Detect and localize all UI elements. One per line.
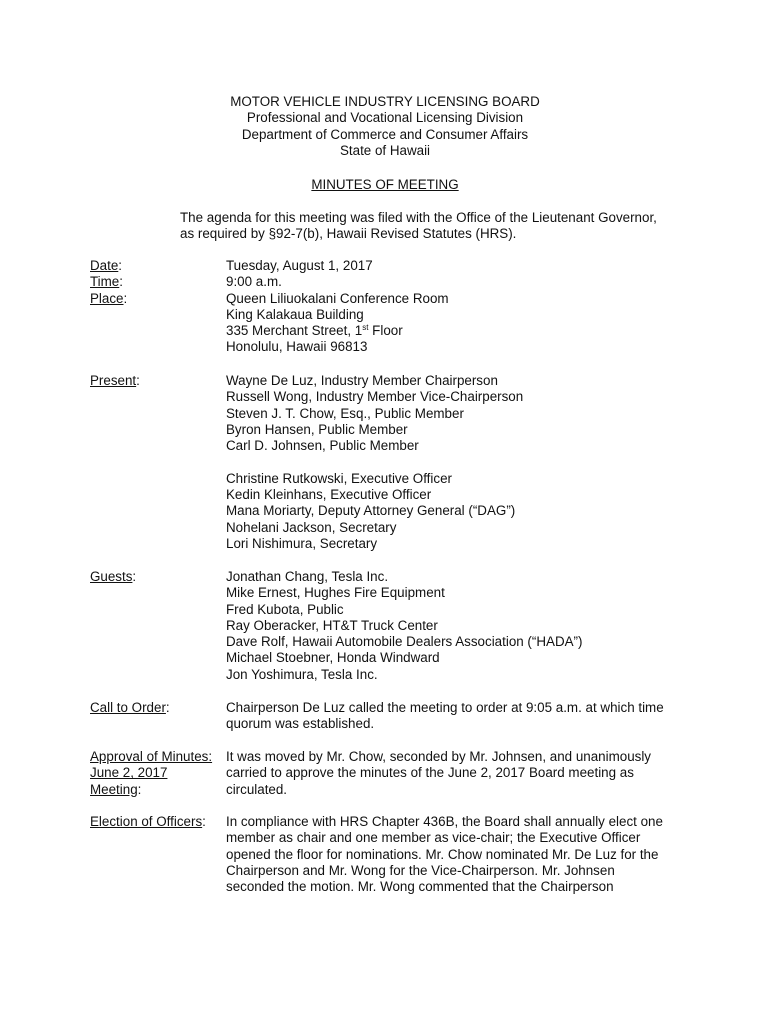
guests-label: Guests: <box>90 569 137 584</box>
list-item: Mana Moriarty, Deputy Attorney General (“DAG”) <box>226 503 516 519</box>
present-label: Present: <box>90 373 140 388</box>
place-city: Honolulu, Hawaii 96813 <box>226 339 368 355</box>
date-value: Tuesday, August 1, 2017 <box>226 258 373 273</box>
call-to-order-text: Chairperson De Luz called the meeting to order at 9:05 a.m. at which time quorum was established. <box>226 700 664 732</box>
board-name: MOTOR VEHICLE INDUSTRY LICENSING BOARD <box>230 94 540 109</box>
meeting-details-labels <box>90 258 230 307</box>
list-item: Michael Stoebner, Honda Windward <box>226 650 440 666</box>
list-item: Jon Yoshimura, Tesla Inc. <box>226 666 378 682</box>
present-list <box>226 373 696 552</box>
list-item: Nohelani Jackson, Secretary <box>226 519 397 535</box>
division-name: Professional and Vocational Licensing Division <box>246 110 524 126</box>
agenda-notice <box>180 210 700 243</box>
list-item: Lori Nishimura, Secretary <box>226 535 378 551</box>
list-item: Steven J. T. Chow, Esq., Public Member <box>226 405 464 421</box>
list-item: Fred Kubota, Public <box>226 601 344 617</box>
place-room: Queen Liliuokalani Conference Room <box>226 290 449 306</box>
agenda-notice-line: The agenda for this meeting was filed with the Office of the Lieutenant Governor, <box>180 210 657 225</box>
guests-list <box>226 569 696 683</box>
state-name: State of Hawaii <box>339 142 431 158</box>
election-label: Election of Officers: <box>90 814 206 829</box>
minutes-title: MINUTES OF MEETING <box>311 177 459 192</box>
list-item: Christine Rutkowski, Executive Officer <box>226 470 452 486</box>
list-item: Kedin Kleinhans, Executive Officer <box>226 487 432 503</box>
date-label: Date: <box>90 258 123 273</box>
time-label: Time: <box>90 274 123 290</box>
approval-text: It was moved by Mr. Chow, seconded by Mr. Johnsen, and unanimously carried to approve the minutes of the June 2, 2017 Board meeting as circulated. <box>226 749 652 797</box>
document-header <box>0 94 770 159</box>
list-item: Dave Rolf, Hawaii Automobile Dealers Association (“HADA”) <box>226 634 583 650</box>
election-text: In compliance with HRS Chapter 436B, the Board shall annually elect one member as chair and one member as vice-chair; the Executive Officer opened the floor for nominations. Mr. Chow nominated Mr. De Luz for the Chairperson and Mr. Wong for the Vice-Chairperson. Mr. Johnsen seconded the motion. Mr. Wong commented that the Chairperson <box>226 814 663 895</box>
meeting-details-values <box>226 258 696 356</box>
list-item: Carl D. Johnsen, Public Member <box>226 438 419 454</box>
approval-label: Approval of Minutes: June 2, 2017 Meeting: <box>90 749 213 797</box>
agenda-notice-line: as required by §92-7(b), Hawaii Revised Statutes (HRS). <box>180 226 517 242</box>
list-item: Ray Oberacker, HT&T Truck Center <box>226 617 438 633</box>
list-item: Mike Ernest, Hughes Fire Equipment <box>226 585 445 601</box>
list-item: Wayne De Luz, Industry Member Chairperson <box>226 373 498 388</box>
list-item: Jonathan Chang, Tesla Inc. <box>226 569 389 584</box>
place-street: 335 Merchant Street, 1st Floor <box>226 323 403 339</box>
place-building: King Kalakaua Building <box>226 306 364 322</box>
place-label: Place: <box>90 290 128 306</box>
list-item: Russell Wong, Industry Member Vice-Chairperson <box>226 389 524 405</box>
time-value: 9:00 a.m. <box>226 274 282 290</box>
list-item: Byron Hansen, Public Member <box>226 421 408 437</box>
call-to-order-label: Call to Order: <box>90 700 170 715</box>
department-name: Department of Commerce and Consumer Affairs <box>241 126 529 142</box>
